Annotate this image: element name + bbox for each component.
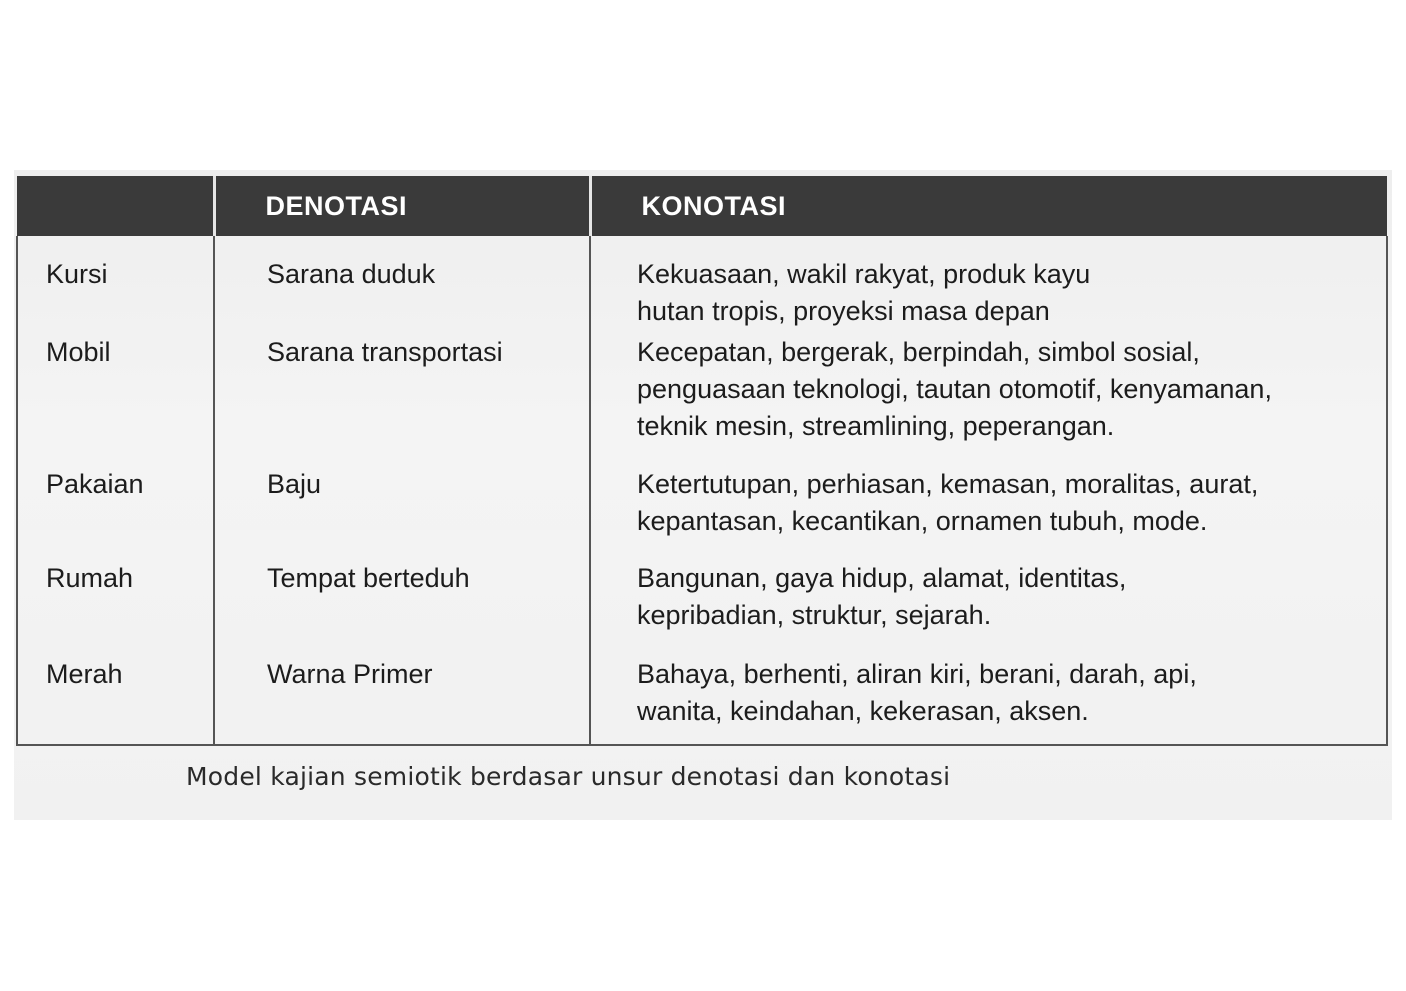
denotasi-cell: Sarana duduk <box>214 236 590 334</box>
term-cell: Rumah <box>17 560 214 656</box>
konotasi-cell <box>590 656 1387 745</box>
semiotic-table <box>16 176 1388 746</box>
denotasi-cell: Tempat berteduh <box>214 560 590 656</box>
denotasi-cell: Baju <box>214 466 590 560</box>
denotasi-cell: Sarana transportasi <box>214 334 590 466</box>
konotasi-cell <box>590 236 1387 334</box>
konotasi-line: penguasaan teknologi, tautan otomotif, kenyamanan, <box>637 374 1272 405</box>
term-cell: Kursi <box>17 236 214 334</box>
konotasi-cell <box>590 466 1387 560</box>
header-term <box>17 176 214 236</box>
konotasi-line: Ketertutupan, perhiasan, kemasan, moralitas, aurat, <box>637 468 1259 499</box>
term-cell: Mobil <box>17 334 214 466</box>
table-row <box>17 236 1387 334</box>
denotasi-cell: Warna Primer <box>214 656 590 745</box>
konotasi-line: hutan tropis, proyeksi masa depan <box>637 296 1050 326</box>
term-cell: Merah <box>17 656 214 745</box>
konotasi-line: wanita, keindahan, kekerasan, aksen. <box>637 696 1089 727</box>
table-caption: Model kajian semiotik berdasar unsur denotasi dan konotasi <box>186 762 951 791</box>
term-cell: Pakaian <box>17 466 214 560</box>
konotasi-line: Kecepatan, bergerak, berpindah, simbol sosial, <box>637 337 1200 368</box>
konotasi-line: teknik mesin, streamlining, peperangan. <box>637 411 1115 442</box>
konotasi-line: Bahaya, berhenti, aliran kiri, berani, darah, api, <box>637 659 1197 690</box>
table-row <box>17 466 1387 560</box>
table-row <box>17 656 1387 745</box>
konotasi-cell <box>590 334 1387 466</box>
konotasi-line: Kekuasaan, wakil rakyat, produk kayu <box>637 259 1091 289</box>
konotasi-line: kepribadian, struktur, sejarah. <box>637 599 992 630</box>
table-row <box>17 334 1387 466</box>
konotasi-line: Bangunan, gaya hidup, alamat, identitas, <box>637 562 1127 593</box>
konotasi-cell <box>590 560 1387 656</box>
header-denotasi: DENOTASI <box>214 176 590 236</box>
header-konotasi: KONOTASI <box>590 176 1387 236</box>
header-row <box>17 176 1387 236</box>
konotasi-line: kepantasan, kecantikan, ornamen tubuh, mode. <box>637 505 1208 536</box>
table-row <box>17 560 1387 656</box>
